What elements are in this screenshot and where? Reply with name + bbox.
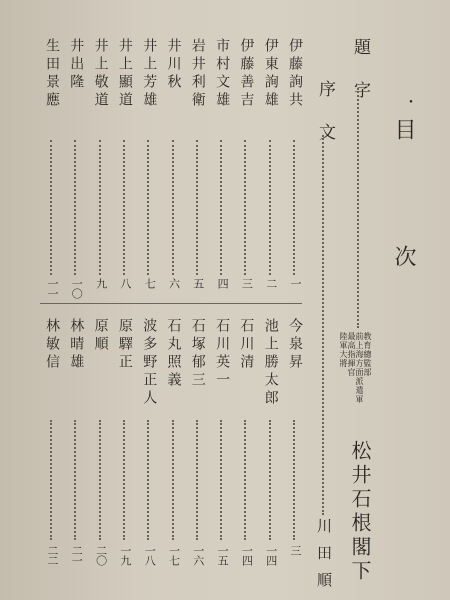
toc-entry-page: 一四 [264, 545, 278, 565]
toc-entry-leader [147, 420, 149, 540]
toc-entry-leader [220, 140, 222, 275]
toc-entry-name: 今泉昇 [287, 318, 303, 372]
toc-entry-leader [50, 420, 52, 540]
dedication-sub-1: 教育總監部 [363, 332, 372, 377]
toc-entry-page: 一八 [143, 545, 157, 565]
toc-entry-name: 生田景應 [44, 38, 60, 110]
toc-entry-page: 一四 [240, 545, 254, 565]
toc-entry-name: 原順 [92, 318, 109, 354]
toc-entry-leader [99, 140, 101, 275]
toc-entry-leader [123, 140, 125, 275]
toc-entry-page: 一 [289, 278, 302, 288]
toc-entry-leader [269, 140, 271, 275]
toc-entry-leader [293, 140, 295, 275]
toc-entry-page: 八 [118, 278, 132, 288]
toc-entry-page: 九 [94, 278, 108, 288]
toc-entry-leader [220, 420, 222, 540]
page-title: 目 次 [391, 118, 416, 307]
toc-entry-page: 二二 [46, 545, 59, 565]
front-label-preface: 序文 [315, 80, 335, 166]
title-dot: ・ [404, 95, 418, 111]
toc-entry-leader [172, 140, 174, 275]
toc-entry-page: 二 [264, 278, 278, 288]
toc-entry-name: 石丸照義 [165, 318, 182, 390]
toc-entry-name: 石塚郁三 [189, 318, 206, 390]
toc-entry-leader [123, 420, 125, 540]
toc-entry-leader [50, 140, 52, 275]
dedication-sub-3: 最高指揮官 [347, 332, 356, 377]
toc-entry-leader [269, 420, 271, 540]
toc-entry-leader [244, 140, 246, 275]
toc-entry-name: 石川英一 [214, 318, 231, 390]
toc-entry-page: 一〇 [70, 278, 84, 298]
toc-entry-leader [196, 420, 198, 540]
section-divider [40, 303, 302, 304]
toc-entry-name: 波多野正人 [141, 318, 158, 408]
front-label-dedication: 題字 [350, 38, 370, 124]
toc-entry-page: 七 [143, 278, 157, 288]
toc-entry-leader [244, 420, 246, 540]
toc-entry-name: 林敏信 [44, 318, 60, 372]
toc-entry-leader [74, 420, 76, 540]
toc-entry-name: 井上敬道 [92, 38, 109, 110]
toc-entry-leader [99, 420, 101, 540]
dedication-sub-2: 前上海方面派遣軍 [355, 332, 364, 404]
toc-entry-page: 一七 [167, 545, 181, 565]
dedication-leader [357, 88, 359, 328]
toc-entry-leader [74, 140, 76, 275]
toc-entry-leader [172, 420, 174, 540]
dedication-sub-4: 陸軍大將 [339, 332, 348, 368]
toc-entry-page: 三 [289, 545, 302, 555]
preface-leader [322, 135, 324, 515]
toc-entry-leader [196, 140, 198, 275]
toc-entry-page: 一六 [191, 545, 205, 565]
toc-entry-name: 井川秋 [165, 38, 182, 92]
toc-entry-name: 石川清 [238, 318, 255, 372]
toc-entry-page: 三 [240, 278, 254, 288]
toc-entry-name: 林晴雄 [68, 318, 85, 372]
preface-author: 川田順 [315, 518, 333, 599]
toc-entry-name: 井出隆 [68, 38, 85, 92]
toc-entry-name: 伊藤善吉 [238, 38, 255, 110]
dedication-author: 松井石根閣下 [348, 440, 372, 584]
toc-entry-name: 伊東詢雄 [262, 38, 279, 110]
toc-entry-name: 市村文雄 [214, 38, 231, 110]
toc-entry-page: 一九 [118, 545, 132, 565]
toc-entry-page: 六 [167, 278, 181, 288]
toc-entry-name: 原驛正 [116, 318, 133, 372]
toc-entry-leader [293, 420, 295, 540]
toc-entry-page: 一一 [46, 278, 59, 298]
toc-entry-page: 二〇 [94, 545, 108, 565]
toc-entry-name: 岩井利衛 [189, 38, 206, 110]
toc-entry-name: 井上芳雄 [141, 38, 158, 110]
toc-entry-name: 池上勝太郎 [262, 318, 279, 408]
toc-entry-name: 井上顯道 [116, 38, 133, 110]
toc-entry-page: 五 [191, 278, 205, 288]
toc-entry-leader [147, 140, 149, 275]
toc-entry-page: 四 [216, 278, 230, 288]
toc-entry-page: 二一 [70, 545, 84, 565]
toc-entry-name: 伊藤詢共 [287, 38, 303, 110]
toc-entry-page: 一五 [216, 545, 230, 565]
